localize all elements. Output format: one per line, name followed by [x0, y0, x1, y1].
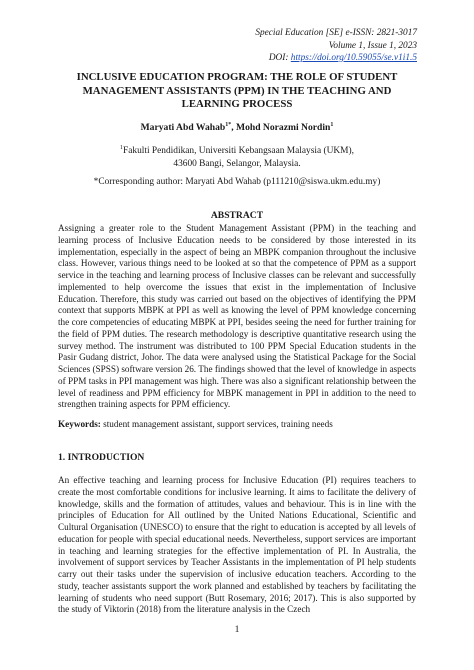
author-affiliation-mark: 1*: [225, 122, 232, 128]
volume-line: Volume 1, Issue 1, 2023: [328, 40, 417, 51]
affiliation-line: [56, 142, 418, 158]
doi-line: [255, 52, 417, 65]
abstract-body: Assigning a greater role to the Student Management Assistant (PPM) in the teaching and learning process of Inclusive Education needs to be considered by those interested in its implementation, especially in the aspect of being an MBPK companion throughout the inclusive class. However, various things need to be looked at so that the competence of PPM as a support service in the teaching and learning process of Inclusive classes can be relevant and successfully implemented to help overcome the issues that exist in the implementation of Inclusive Education. Therefore, this study was carried out based on the objectives of identifying the PPM context that supports MBPK at PPI as well as knowing the level of PPM knowledge concerning the core competencies of educating MBPK at PPI, besides seeing the need for further training for the field of PPM duties. The research methodology is descriptive quantitative research using the survey method. The instrument was distributed to 100 PPM Special Education students in the Pasir Gudang district, Johor. The data were analysed using the Statistical Package for the Social Sciences (SPSS) software version 26. The findings showed that the level of knowledge in aspects of PPM tasks in PPI management was high. There was also a significant relationship between the level of readiness and PPM efficiency for MBPK management in PPI in addition to the need to strengthen training aspects for PPM efficiency.: [58, 223, 416, 410]
author-list: [56, 122, 418, 133]
corresponding-author: *Corresponding author: Maryati Abd Wahab (p111210@siswa.ukm.edu.my): [93, 177, 381, 187]
author-affiliation-mark: 1: [330, 122, 334, 128]
doi-link[interactable]: https://doi.org/10.59055/se.v1i1.5: [290, 53, 417, 63]
journal-header: [255, 27, 417, 65]
keywords-label: Keywords:: [58, 419, 101, 429]
author-name: Maryati Abd Wahab: [140, 122, 226, 134]
page-number: 1: [234, 624, 240, 635]
keywords-text: student management assistant, support services, training needs: [100, 419, 333, 429]
paper-title: INCLUSIVE EDUCATION PROGRAM: THE ROLE OF STUDENT MANAGEMENT ASSISTANTS (PPM) IN THE TEACHING AND LEARNING PROCESS: [76, 71, 398, 111]
affiliation-text: Fakulti Pendidikan, Universiti Kebangsaan Malaysia (UKM),: [123, 146, 354, 157]
introduction-body: An effective teaching and learning process for Inclusive Education (PI) requires teachers to create the most comfortable conditions for inclusive learning. It aims to facilitate the delivery of knowledge, skills and the formation of attitudes, values and behaviour. This is in line with the principles of Education for All outlined by the United Nations Educational, Scientific and Cultural Organisation (UNESCO) to ensure that the right to education is accepted by all levels of education for people with special educational needs. Nevertheless, support services are important in teaching and learning strategies for the effective implementation of PI. In Australia, the involvement of support services by Teacher Assistants in the implementation of PI help students carry out their tasks under the supervision of inclusive education teachers. According to the study, teacher assistants support the work planned and established by teachers by facilitating the learning of students who need support (Butt Rosemary, 2016; 2017). This is also supported by the study of Viktorin (2018) from the literature analysis in the Czech: [58, 475, 416, 615]
author-separator: ,: [231, 122, 237, 134]
section-heading: 1. INTRODUCTION: [58, 452, 145, 463]
keywords: [58, 419, 416, 429]
doi-prefix: DOI:: [268, 53, 291, 63]
affiliation: [56, 142, 418, 170]
journal-line: Special Education [SE] e-ISSN: 2821-3017: [255, 28, 417, 38]
abstract-heading: ABSTRACT: [210, 210, 264, 221]
author-name: Mohd Norazmi Nordin: [236, 122, 331, 134]
affiliation-line: 43600 Bangi, Selangor, Malaysia.: [173, 158, 301, 169]
affiliation-mark: 1: [120, 145, 124, 151]
